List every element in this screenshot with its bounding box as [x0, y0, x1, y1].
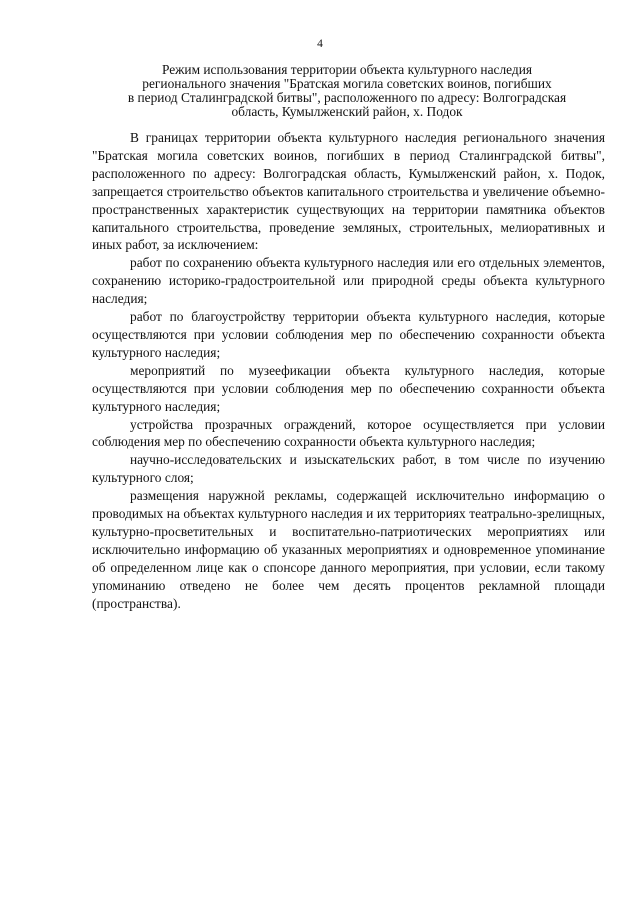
exception-item: устройства прозрачных ограждений, которое осуществляется при условии соблюдения мер по обеспечению сохранности объекта культурного наследия; — [92, 416, 605, 450]
exception-item: размещения наружной рекламы, содержащей исключительно информацию о проводимых на объектах культурного наследия и их территориях театрально-зрелищных, культурно-просветительных и воспитательно-патриотических мероприятиях или исключительно информацию об указанных мероприятиях и одновременное упоминание об определенном лице как о спонсоре данного мероприятия, при условии, если такому упоминанию отведено не более чем десять процентов рекламной площади (пространства). — [92, 488, 605, 611]
exception-item: научно-исследовательских и изыскательских работ, в том числе по изучению культурного слоя; — [92, 452, 605, 486]
page-number: 4 — [317, 38, 323, 50]
exception-item: работ по благоустройству территории объекта культурного наследия, которые осуществляются при условии соблюдения мер по обеспечению сохранности объекта культурного наследия; — [92, 309, 605, 360]
title-line: Режим использования территории объекта культурного наследия — [161, 62, 533, 77]
title-line: регионального значения "Братская могила советских воинов, погибших — [142, 76, 552, 91]
title-line: область, Кумылженский район, х. Подок — [231, 104, 463, 119]
exception-item: работ по сохранению объекта культурного наследия или его отдельных элементов, сохранению историко-градостроительной или природной среды объекта культурного наследия; — [92, 255, 605, 307]
title-line: в период Сталинградской битвы", расположенного по адресу: Волгоградская — [127, 90, 567, 105]
document-body — [92, 129, 605, 612]
document-title — [92, 63, 602, 119]
intro-paragraph: В границах территории объекта культурного наследия регионального значения "Братская могила советских воинов, погибших в период Сталинградской битвы", расположенного по адресу: Волгоградская область, Кумылженский район, х. Подок, запрещается строительство объектов капитального строительства и увеличение объемно-пространственных характеристик существующих на территории памятника объектов капитального строительства, проведение земляных, строительных, мелиоративных и иных работ, за исключением: — [92, 130, 605, 253]
exception-item: мероприятий по музеефикации объекта культурного наследия, которые осуществляются при условии соблюдения мер по обеспечению сохранности объекта культурного наследия; — [92, 362, 605, 414]
